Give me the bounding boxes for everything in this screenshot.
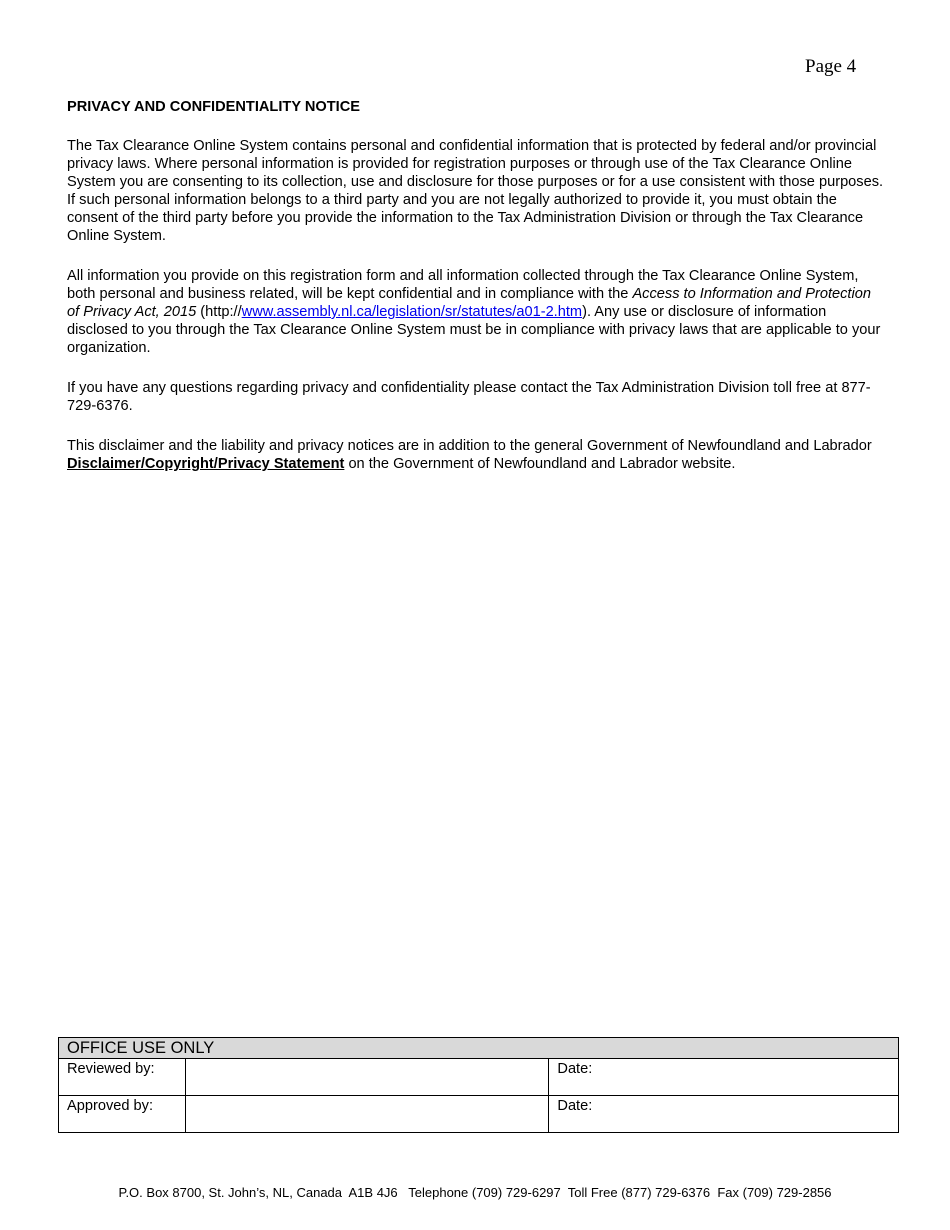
- notice-paragraph-2-text-b: (http://: [196, 304, 242, 320]
- notice-paragraph-4: [67, 437, 887, 473]
- office-use-table: [58, 1037, 899, 1133]
- page-number: Page 4: [805, 56, 857, 77]
- notice-paragraph-1: The Tax Clearance Online System contains personal and confidential information that is protected by federal and/or provincial privacy laws. Where personal information is provided for registration purposes or through use of the Tax Clearance Online System you are consenting to its collection, use and disclosure for those purposes or for a use consistent with those purposes. If such personal information belongs to a third party and you are not legally authorized to provide it, you must obtain the consent of the third party before you provide the information to the Tax Administration Division or through the Tax Clearance Online System.: [67, 138, 884, 244]
- approved-by-field[interactable]: [185, 1096, 548, 1133]
- notice-paragraph-2: [67, 267, 887, 357]
- office-use-header: OFFICE USE ONLY: [59, 1038, 899, 1059]
- notice-paragraph-2-text-c: ). Any use or disclosure of information disclosed to you through the Tax Clearance Online System must be in compliance with privacy laws that are applicable to your organization.: [67, 304, 881, 356]
- privacy-notice: [67, 98, 887, 495]
- approved-date-label: Date:: [557, 1098, 593, 1114]
- notice-paragraph-3: If you have any questions regarding privacy and confidentiality please contact the Tax Administration Division toll free at 877-729-6376.: [67, 380, 871, 414]
- notice-paragraph-2-text-a: All information you provide on this registration form and all information collected through the Tax Clearance Online System, both personal and business related, will be kept confidential and in compliance with the: [67, 268, 859, 302]
- reviewed-by-field[interactable]: [185, 1059, 548, 1096]
- approved-by-label: Approved by:: [59, 1096, 186, 1133]
- disclaimer-link[interactable]: Disclaimer/Copyright/Privacy Statement: [67, 456, 345, 472]
- reviewed-row: [59, 1059, 899, 1096]
- statute-link[interactable]: www.assembly.nl.ca/legislation/sr/statutes/a01-2.htm: [241, 304, 583, 320]
- approved-row: [59, 1096, 899, 1133]
- reviewed-date-field[interactable]: [549, 1059, 899, 1096]
- notice-paragraph-4-text-a: This disclaimer and the liability and privacy notices are in addition to the general Government of Newfoundland and Labrador: [67, 438, 872, 454]
- approved-date-field[interactable]: [549, 1096, 899, 1133]
- act-title: Access to Information and Protection of Privacy Act, 2015: [67, 286, 871, 320]
- reviewed-by-label: Reviewed by:: [59, 1059, 186, 1096]
- footer-contact: P.O. Box 8700, St. John’s, NL, Canada A1B 4J6 Telephone (709) 729-6297 Toll Free (877) 729-6376 Fax (709) 729-2856: [118, 1185, 832, 1200]
- notice-paragraph-4-text-b: on the Government of Newfoundland and Labrador website.: [344, 456, 736, 472]
- reviewed-date-label: Date:: [557, 1061, 593, 1077]
- notice-title: PRIVACY AND CONFIDENTIALITY NOTICE: [67, 99, 360, 115]
